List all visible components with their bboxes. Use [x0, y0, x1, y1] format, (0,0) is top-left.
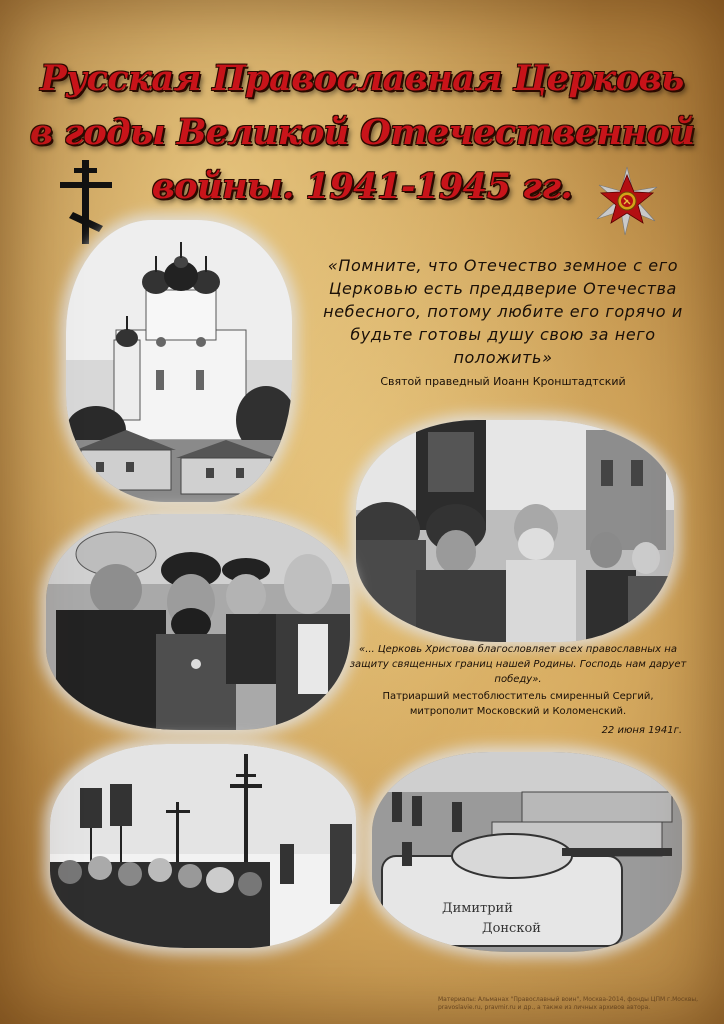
credits: Материалы: Альманах "Православный воин", Москва-2014, фонды ЦПМ г.Москвы, pravoslavie.ru, pravmir.ru и др., а также из личных архивов автора. [438, 996, 699, 1011]
quote-sergius-text: «... Церковь Христова благословляет всех православных на защиту священных границ нашей Родины. Господь нам дарует победу». [349, 644, 687, 685]
tank-inscription-2: Донской [482, 921, 541, 936]
tank-column-photo [372, 752, 682, 952]
quote-sergius-date: 22 июня 1941г. [601, 725, 682, 736]
tank-inscription-1: Димитрий [442, 901, 513, 916]
quote-sergius [348, 642, 688, 736]
priest-soldiers-photo [356, 420, 674, 642]
medal-award-photo [46, 514, 350, 730]
quote-sergius-author-2: митрополит Московский и Коломенский. [409, 706, 627, 717]
title-line-3: войны. 1941-1945 гг. [151, 166, 573, 207]
quote-kronstadt [312, 254, 694, 388]
title-line-1: Русская Православная Церковь [40, 58, 684, 99]
title-line-2: в годы Великой Отечественной [30, 112, 695, 153]
quote-kronstadt-author: Святой праведный Иоанн Кронштадтский [380, 375, 626, 388]
quote-kronstadt-text: «Помните, что Отечество земное с его Церковью есть преддверие Отечества небесного, потому любите его горячо и будьте готовы душу свою за него положить» [323, 256, 683, 367]
cathedral-photo [66, 220, 292, 502]
orthodox-cross-icon [60, 160, 112, 244]
patriotic-war-order-icon [592, 166, 662, 236]
quote-sergius-author-1: Патриарший местоблюститель смиренный Сергий, [382, 691, 654, 702]
procession-photo [50, 744, 356, 948]
